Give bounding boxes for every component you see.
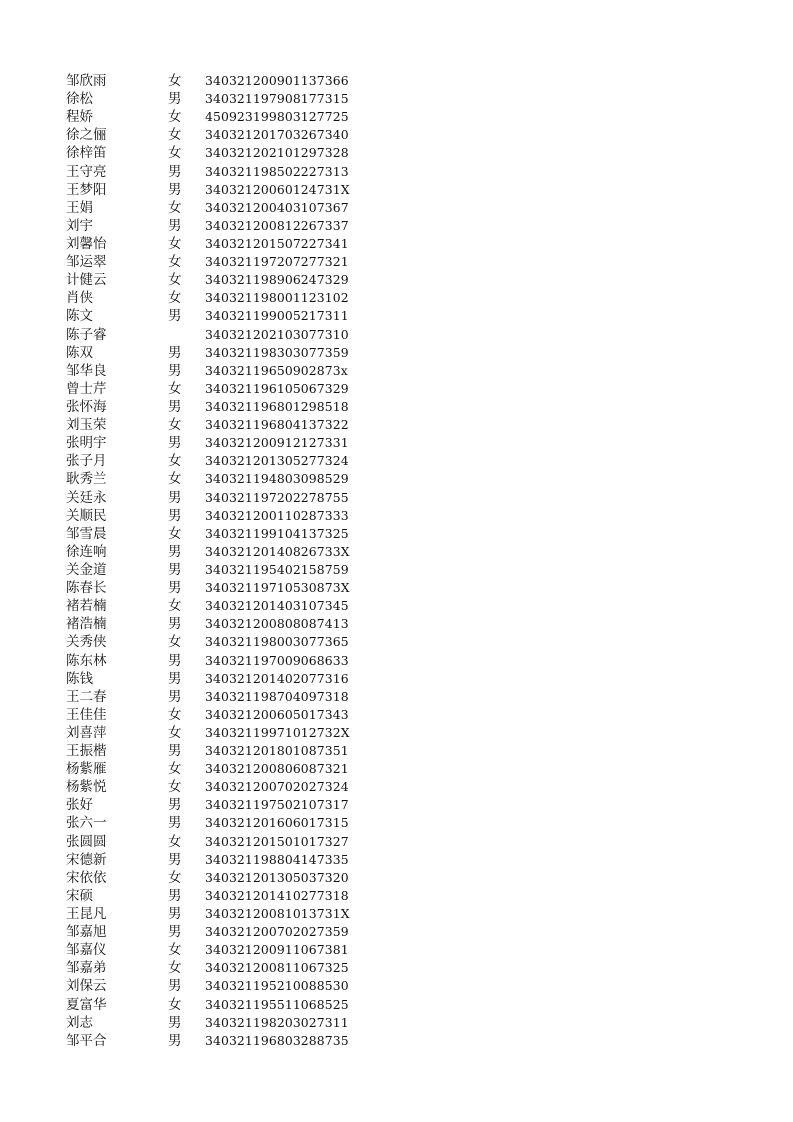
- name-cell: 程娇: [66, 109, 93, 126]
- id-number-cell: 340321198001123102: [205, 290, 349, 306]
- gender-cell: 男: [168, 906, 182, 923]
- id-number-cell: 340321201703267340: [205, 127, 349, 143]
- table-row: [0, 507, 793, 525]
- table-row: [0, 217, 793, 235]
- name-cell: 陈钱: [66, 670, 93, 687]
- gender-cell: 女: [168, 942, 182, 959]
- id-number-cell: 340321200110287333: [205, 507, 349, 523]
- id-number-cell: 450923199803127725: [205, 109, 349, 125]
- gender-cell: 女: [168, 779, 182, 796]
- id-number-cell: 340321194803098529: [205, 471, 349, 487]
- gender-cell: 男: [168, 978, 182, 995]
- id-number-cell: 340321198203027311: [205, 1014, 349, 1030]
- id-number-cell: 340321201305037320: [205, 869, 349, 885]
- id-number-cell: 340321200911067381: [205, 942, 349, 958]
- name-cell: 宋硕: [66, 887, 93, 904]
- gender-cell: 女: [168, 127, 182, 144]
- name-cell: 王梦阳: [66, 181, 107, 198]
- id-number-cell: 340321197009068633: [205, 652, 349, 668]
- name-cell: 张六一: [66, 815, 107, 832]
- id-number-cell: 340321197908177315: [205, 91, 349, 107]
- name-cell: 褚浩楠: [66, 616, 107, 633]
- id-number-cell: 340321197502107317: [205, 797, 349, 813]
- id-number-cell: 340321198502227313: [205, 163, 349, 179]
- name-cell: 陈文: [66, 308, 93, 325]
- table-row: [0, 489, 793, 507]
- gender-cell: 女: [168, 833, 182, 850]
- name-cell: 陈东林: [66, 652, 107, 669]
- id-number-cell: 34032120140826733X: [205, 543, 350, 559]
- id-number-cell: 34032119710530873X: [205, 580, 350, 596]
- id-number-cell: 340321202103077310: [205, 326, 349, 342]
- gender-cell: 女: [168, 272, 182, 289]
- table-row: [0, 543, 793, 561]
- name-cell: 杨紫悦: [66, 779, 107, 796]
- name-cell: 陈春长: [66, 580, 107, 597]
- id-number-cell: 340321198003077365: [205, 634, 349, 650]
- table-row: [0, 470, 793, 488]
- gender-cell: 男: [168, 743, 182, 760]
- gender-cell: 男: [168, 652, 182, 669]
- name-cell: 王昆凡: [66, 906, 107, 923]
- id-number-cell: 340321196105067329: [205, 380, 349, 396]
- name-cell: 王振楷: [66, 743, 107, 760]
- gender-cell: 男: [168, 543, 182, 560]
- id-number-cell: 340321195511068525: [205, 996, 349, 1012]
- gender-cell: 男: [168, 507, 182, 524]
- gender-cell: 男: [168, 344, 182, 361]
- name-cell: 刘保云: [66, 978, 107, 995]
- id-number-cell: 340321199005217311: [205, 308, 349, 324]
- id-number-cell: 340321200605017343: [205, 706, 349, 722]
- name-cell: 陈双: [66, 344, 93, 361]
- table-row: [0, 1014, 793, 1032]
- table-row: [0, 271, 793, 289]
- id-number-cell: 34032119971012732X: [205, 724, 350, 740]
- name-cell: 王娟: [66, 199, 93, 216]
- gender-cell: 男: [168, 580, 182, 597]
- table-row: [0, 253, 793, 271]
- gender-cell: 男: [168, 616, 182, 633]
- name-cell: 关顺民: [66, 507, 107, 524]
- gender-cell: 女: [168, 634, 182, 651]
- name-cell: 邹嘉仪: [66, 942, 107, 959]
- table-row: [0, 144, 793, 162]
- gender-cell: 女: [168, 960, 182, 977]
- id-number-cell: 340321200403107367: [205, 199, 349, 215]
- gender-cell: 男: [168, 308, 182, 325]
- table-row: [0, 941, 793, 959]
- table-row: [0, 959, 793, 977]
- table-row: [0, 796, 793, 814]
- id-number-cell: 340321198303077359: [205, 344, 349, 360]
- table-row: [0, 181, 793, 199]
- gender-cell: 女: [168, 199, 182, 216]
- name-cell: 张子月: [66, 453, 107, 470]
- id-number-cell: 340321200912127331: [205, 435, 349, 451]
- table-row: [0, 1032, 793, 1050]
- id-number-cell: 340321200901137366: [205, 73, 349, 88]
- gender-cell: 男: [168, 670, 182, 687]
- gender-cell: 女: [168, 235, 182, 252]
- table-row: [0, 814, 793, 832]
- table-row: [0, 869, 793, 887]
- gender-cell: 女: [168, 417, 182, 434]
- table-row: [0, 434, 793, 452]
- table-row: [0, 923, 793, 941]
- name-cell: 刘志: [66, 1014, 93, 1031]
- name-cell: 杨紫雁: [66, 761, 107, 778]
- name-cell: 夏富华: [66, 996, 107, 1013]
- table-row: [0, 416, 793, 434]
- name-cell: 刘宇: [66, 217, 93, 234]
- gender-cell: 女: [168, 254, 182, 271]
- table-row: [0, 344, 793, 362]
- name-cell: 邹华良: [66, 362, 107, 379]
- table-row: [0, 163, 793, 181]
- gender-cell: 男: [168, 797, 182, 814]
- gender-cell: 女: [168, 525, 182, 542]
- table-row: [0, 108, 793, 126]
- name-cell: 张明宇: [66, 435, 107, 452]
- id-number-cell: 340321200806087321: [205, 761, 349, 777]
- table-row: [0, 996, 793, 1014]
- id-number-cell: 340321201606017315: [205, 815, 349, 831]
- id-number-cell: 34032119650902873x: [205, 362, 348, 378]
- table-row: [0, 760, 793, 778]
- name-cell: 关金道: [66, 561, 107, 578]
- id-number-cell: 340321200811067325: [205, 960, 349, 976]
- id-number-cell: 340321201801087351: [205, 743, 349, 759]
- name-cell: 邹平合: [66, 1032, 107, 1049]
- id-number-cell: 340321201402077316: [205, 670, 349, 686]
- id-number-cell: 340321201403107345: [205, 598, 349, 614]
- name-cell: 王佳佳: [66, 706, 107, 723]
- gender-cell: 男: [168, 217, 182, 234]
- gender-cell: 女: [168, 996, 182, 1013]
- id-number-cell: 340321198804147335: [205, 851, 349, 867]
- name-cell: 刘馨怡: [66, 235, 107, 252]
- table-row: [0, 778, 793, 796]
- id-number-cell: 340321200812267337: [205, 217, 349, 233]
- name-cell: 邹欣雨: [66, 73, 107, 89]
- gender-cell: 男: [168, 1014, 182, 1031]
- name-cell: 徐之俪: [66, 127, 107, 144]
- table-row: [0, 615, 793, 633]
- name-cell: 肖侠: [66, 290, 93, 307]
- gender-cell: 男: [168, 1032, 182, 1049]
- table-row: [0, 977, 793, 995]
- id-number-cell: 340321201501017327: [205, 833, 349, 849]
- table-row: [0, 633, 793, 651]
- name-cell: 张好: [66, 797, 93, 814]
- name-cell: 邹雪晨: [66, 525, 107, 542]
- person-table: [0, 72, 793, 1050]
- gender-cell: 女: [168, 761, 182, 778]
- gender-cell: 男: [168, 561, 182, 578]
- table-row: [0, 199, 793, 217]
- id-number-cell: 340321198906247329: [205, 272, 349, 288]
- name-cell: 邹运翠: [66, 254, 107, 271]
- gender-cell: 男: [168, 181, 182, 198]
- name-cell: 耿秀兰: [66, 471, 107, 488]
- gender-cell: 女: [168, 869, 182, 886]
- name-cell: 张怀海: [66, 398, 107, 415]
- name-cell: 王二春: [66, 688, 107, 705]
- table-row: [0, 525, 793, 543]
- gender-cell: 男: [168, 489, 182, 506]
- gender-cell: 女: [168, 471, 182, 488]
- gender-cell: 女: [168, 380, 182, 397]
- name-cell: 张圆圆: [66, 833, 107, 850]
- table-row: [0, 398, 793, 416]
- gender-cell: 男: [168, 815, 182, 832]
- gender-cell: 男: [168, 362, 182, 379]
- name-cell: 刘喜萍: [66, 724, 107, 741]
- table-row: [0, 851, 793, 869]
- id-number-cell: 34032120081013731X: [205, 906, 350, 922]
- name-cell: 曾士芹: [66, 380, 107, 397]
- id-number-cell: 340321197202278755: [205, 489, 349, 505]
- gender-cell: 男: [168, 435, 182, 452]
- name-cell: 褚若楠: [66, 598, 107, 615]
- table-row: [0, 742, 793, 760]
- name-cell: 宋依依: [66, 869, 107, 886]
- table-row: [0, 597, 793, 615]
- id-number-cell: 34032120060124731X: [205, 181, 350, 197]
- gender-cell: 女: [168, 706, 182, 723]
- name-cell: 陈子睿: [66, 326, 107, 343]
- id-number-cell: 340321199104137325: [205, 525, 349, 541]
- table-row: [0, 72, 793, 90]
- id-number-cell: 340321201507227341: [205, 235, 349, 251]
- name-cell: 关廷永: [66, 489, 107, 506]
- name-cell: 刘玉荣: [66, 417, 107, 434]
- gender-cell: 女: [168, 145, 182, 162]
- id-number-cell: 340321196803288735: [205, 1032, 349, 1048]
- table-row: [0, 90, 793, 108]
- id-number-cell: 340321195210088530: [205, 978, 349, 994]
- gender-cell: 男: [168, 887, 182, 904]
- id-number-cell: 340321201410277318: [205, 887, 349, 903]
- gender-cell: 女: [168, 453, 182, 470]
- table-row: [0, 706, 793, 724]
- name-cell: 邹嘉旭: [66, 924, 107, 941]
- table-row: [0, 126, 793, 144]
- id-number-cell: 340321197207277321: [205, 254, 349, 270]
- table-row: [0, 724, 793, 742]
- table-row: [0, 670, 793, 688]
- table-row: [0, 688, 793, 706]
- table-row: [0, 652, 793, 670]
- table-row: [0, 235, 793, 253]
- table-row: [0, 289, 793, 307]
- id-number-cell: 340321198704097318: [205, 688, 349, 704]
- gender-cell: 男: [168, 851, 182, 868]
- name-cell: 王守亮: [66, 163, 107, 180]
- name-cell: 宋德新: [66, 851, 107, 868]
- table-row: [0, 561, 793, 579]
- gender-cell: 男: [168, 163, 182, 180]
- id-number-cell: 340321196801298518: [205, 398, 349, 414]
- id-number-cell: 340321201305277324: [205, 453, 349, 469]
- table-row: [0, 905, 793, 923]
- table-row: [0, 887, 793, 905]
- table-row: [0, 833, 793, 851]
- table-row: [0, 326, 793, 344]
- table-row: [0, 579, 793, 597]
- id-number-cell: 340321200702027359: [205, 924, 349, 940]
- gender-cell: 男: [168, 924, 182, 941]
- gender-cell: 女: [168, 598, 182, 615]
- name-cell: 邹嘉弟: [66, 960, 107, 977]
- id-number-cell: 340321202101297328: [205, 145, 349, 161]
- id-number-cell: 340321195402158759: [205, 561, 349, 577]
- table-row: [0, 452, 793, 470]
- gender-cell: 男: [168, 688, 182, 705]
- table-row: [0, 362, 793, 380]
- table-row: [0, 307, 793, 325]
- table-row: [0, 380, 793, 398]
- name-cell: 计健云: [66, 272, 107, 289]
- gender-cell: 女: [168, 724, 182, 741]
- id-number-cell: 340321196804137322: [205, 417, 349, 433]
- gender-cell: 男: [168, 398, 182, 415]
- gender-cell: 女: [168, 109, 182, 126]
- gender-cell: 女: [168, 290, 182, 307]
- name-cell: 徐梓笛: [66, 145, 107, 162]
- gender-cell: 女: [168, 73, 182, 89]
- id-number-cell: 340321200808087413: [205, 616, 349, 632]
- id-number-cell: 340321200702027324: [205, 779, 349, 795]
- name-cell: 徐连响: [66, 543, 107, 560]
- name-cell: 关秀侠: [66, 634, 107, 651]
- name-cell: 徐松: [66, 91, 93, 108]
- gender-cell: 男: [168, 91, 182, 108]
